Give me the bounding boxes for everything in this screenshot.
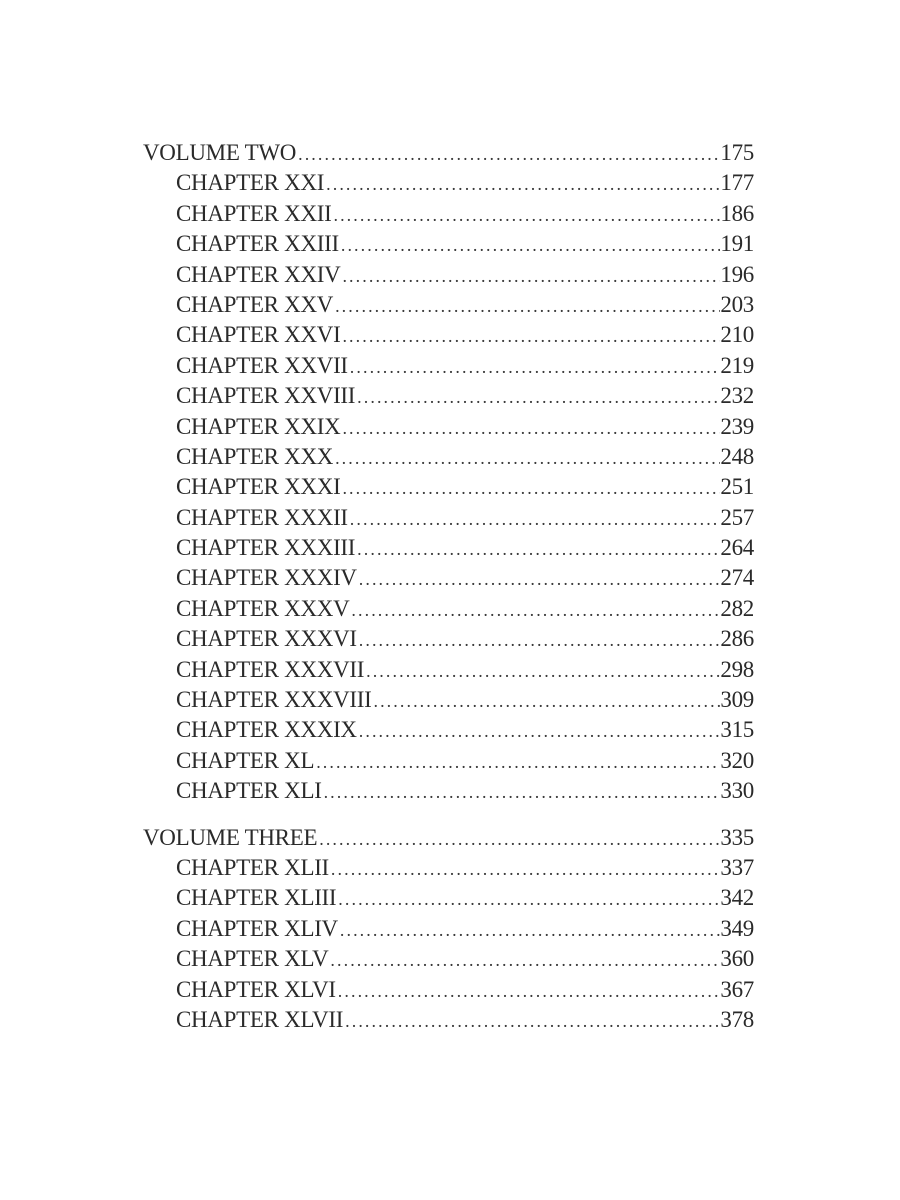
dot-leader xyxy=(328,945,720,975)
page-number: 210 xyxy=(720,322,754,348)
chapter-entry xyxy=(143,883,754,913)
chapter-entry xyxy=(143,594,754,624)
page-number: 309 xyxy=(720,687,754,713)
chapter-entry xyxy=(143,914,754,944)
dot-leader xyxy=(314,747,720,777)
dot-leader xyxy=(355,382,720,412)
chapter-entry xyxy=(143,853,754,883)
page-number: 239 xyxy=(720,413,754,439)
chapter-title: CHAPTER XXXIX xyxy=(176,717,357,743)
chapter-title: CHAPTER XLVI xyxy=(176,976,336,1002)
dot-leader xyxy=(348,352,721,382)
chapter-title: CHAPTER XLII xyxy=(176,854,329,880)
chapter-title: CHAPTER XXII xyxy=(176,200,332,226)
chapter-title: CHAPTER XXXVIII xyxy=(176,687,372,713)
chapter-entry xyxy=(143,290,754,320)
dot-leader xyxy=(343,1006,720,1036)
volume-entry xyxy=(143,138,754,168)
page-number: 186 xyxy=(720,200,754,226)
page-number: 378 xyxy=(720,1006,754,1032)
chapter-entry xyxy=(143,776,754,806)
page-number: 177 xyxy=(720,170,754,196)
page-number: 282 xyxy=(720,595,754,621)
toc-section xyxy=(143,138,754,807)
chapter-entry xyxy=(143,199,754,229)
page-number: 286 xyxy=(720,626,754,652)
chapter-title: CHAPTER XXVIII xyxy=(176,383,356,409)
chapter-title: CHAPTER XXXII xyxy=(176,504,348,530)
chapter-entry xyxy=(143,715,754,745)
dot-leader xyxy=(371,686,720,716)
dot-leader xyxy=(357,716,721,746)
volume-entry xyxy=(143,823,754,853)
dot-leader xyxy=(364,656,720,686)
chapter-title: CHAPTER XXXI xyxy=(176,474,341,500)
page-number: 315 xyxy=(720,717,754,743)
dot-leader xyxy=(331,200,720,230)
page-number: 367 xyxy=(720,976,754,1002)
dot-leader xyxy=(322,777,721,807)
chapter-entry xyxy=(143,351,754,381)
dot-leader xyxy=(329,854,720,884)
dot-leader xyxy=(317,824,720,854)
chapter-entry xyxy=(143,442,754,472)
dot-leader xyxy=(348,504,721,534)
dot-leader xyxy=(324,169,720,199)
chapter-title: CHAPTER XXVI xyxy=(176,322,341,348)
chapter-title: CHAPTER XLVII xyxy=(176,1006,344,1032)
page-number: 232 xyxy=(720,383,754,409)
page-number: 203 xyxy=(720,291,754,317)
page-number: 349 xyxy=(720,915,754,941)
volume-title: VOLUME TWO xyxy=(143,140,297,165)
page-number: 175 xyxy=(720,140,754,165)
chapter-title: CHAPTER XXIII xyxy=(176,231,339,257)
page-number: 320 xyxy=(720,747,754,773)
page-number: 330 xyxy=(720,778,754,804)
chapter-entry xyxy=(143,412,754,442)
chapter-title: CHAPTER XXXIV xyxy=(176,565,357,591)
toc-section xyxy=(143,823,754,1036)
dot-leader xyxy=(296,139,720,169)
chapter-entry xyxy=(143,381,754,411)
chapter-title: CHAPTER XXIX xyxy=(176,413,341,439)
chapter-title: CHAPTER XXX xyxy=(176,443,334,469)
chapter-entry xyxy=(143,746,754,776)
volume-title: VOLUME THREE xyxy=(143,824,318,850)
chapter-entry xyxy=(143,1005,754,1035)
dot-leader xyxy=(349,595,720,625)
dot-leader xyxy=(340,413,720,443)
chapter-entry xyxy=(143,975,754,1005)
chapter-title: CHAPTER XXXIII xyxy=(176,535,356,561)
dot-leader xyxy=(336,884,720,914)
page-number: 335 xyxy=(720,824,754,850)
chapter-title: CHAPTER XLIII xyxy=(176,885,337,911)
dot-leader xyxy=(340,261,720,291)
chapter-entry xyxy=(143,944,754,974)
dot-leader xyxy=(339,230,721,260)
page-number: 337 xyxy=(720,854,754,880)
page-number: 342 xyxy=(720,885,754,911)
dot-leader xyxy=(355,534,720,564)
dot-leader xyxy=(333,443,720,473)
chapter-title: CHAPTER XXV xyxy=(176,291,334,317)
page-number: 251 xyxy=(720,474,754,500)
page-number: 219 xyxy=(720,352,754,378)
chapter-entry xyxy=(143,503,754,533)
dot-leader xyxy=(340,473,720,503)
chapter-title: CHAPTER XLV xyxy=(176,946,329,972)
chapter-entry xyxy=(143,533,754,563)
chapter-title: CHAPTER XXXVII xyxy=(176,656,365,682)
chapter-entry xyxy=(143,320,754,350)
chapter-entry xyxy=(143,168,754,198)
chapter-title: CHAPTER XXXV xyxy=(176,595,350,621)
chapter-title: CHAPTER XXVII xyxy=(176,352,348,378)
chapter-title: CHAPTER XXXVI xyxy=(176,626,357,652)
page-number: 264 xyxy=(720,535,754,561)
page-number: 360 xyxy=(720,946,754,972)
chapter-entry xyxy=(143,624,754,654)
page-number: 257 xyxy=(720,504,754,530)
dot-leader xyxy=(357,625,721,655)
chapter-entry xyxy=(143,260,754,290)
chapter-title: CHAPTER XLIV xyxy=(176,915,338,941)
page-number: 196 xyxy=(720,261,754,287)
chapter-entry xyxy=(143,472,754,502)
page-number: 248 xyxy=(720,443,754,469)
chapter-title: CHAPTER XLI xyxy=(176,778,322,804)
chapter-entry xyxy=(143,685,754,715)
table-of-contents xyxy=(143,138,754,1035)
dot-leader xyxy=(333,291,720,321)
page-number: 191 xyxy=(720,231,754,257)
dot-leader xyxy=(340,321,720,351)
chapter-entry xyxy=(143,229,754,259)
dot-leader xyxy=(338,915,721,945)
dot-leader xyxy=(336,976,721,1006)
chapter-entry xyxy=(143,655,754,685)
dot-leader xyxy=(357,564,721,594)
chapter-title: CHAPTER XXIV xyxy=(176,261,341,287)
page-number: 274 xyxy=(720,565,754,591)
page-number: 298 xyxy=(720,656,754,682)
chapter-entry xyxy=(143,563,754,593)
chapter-title: CHAPTER XXI xyxy=(176,170,325,196)
chapter-title: CHAPTER XL xyxy=(176,747,315,773)
